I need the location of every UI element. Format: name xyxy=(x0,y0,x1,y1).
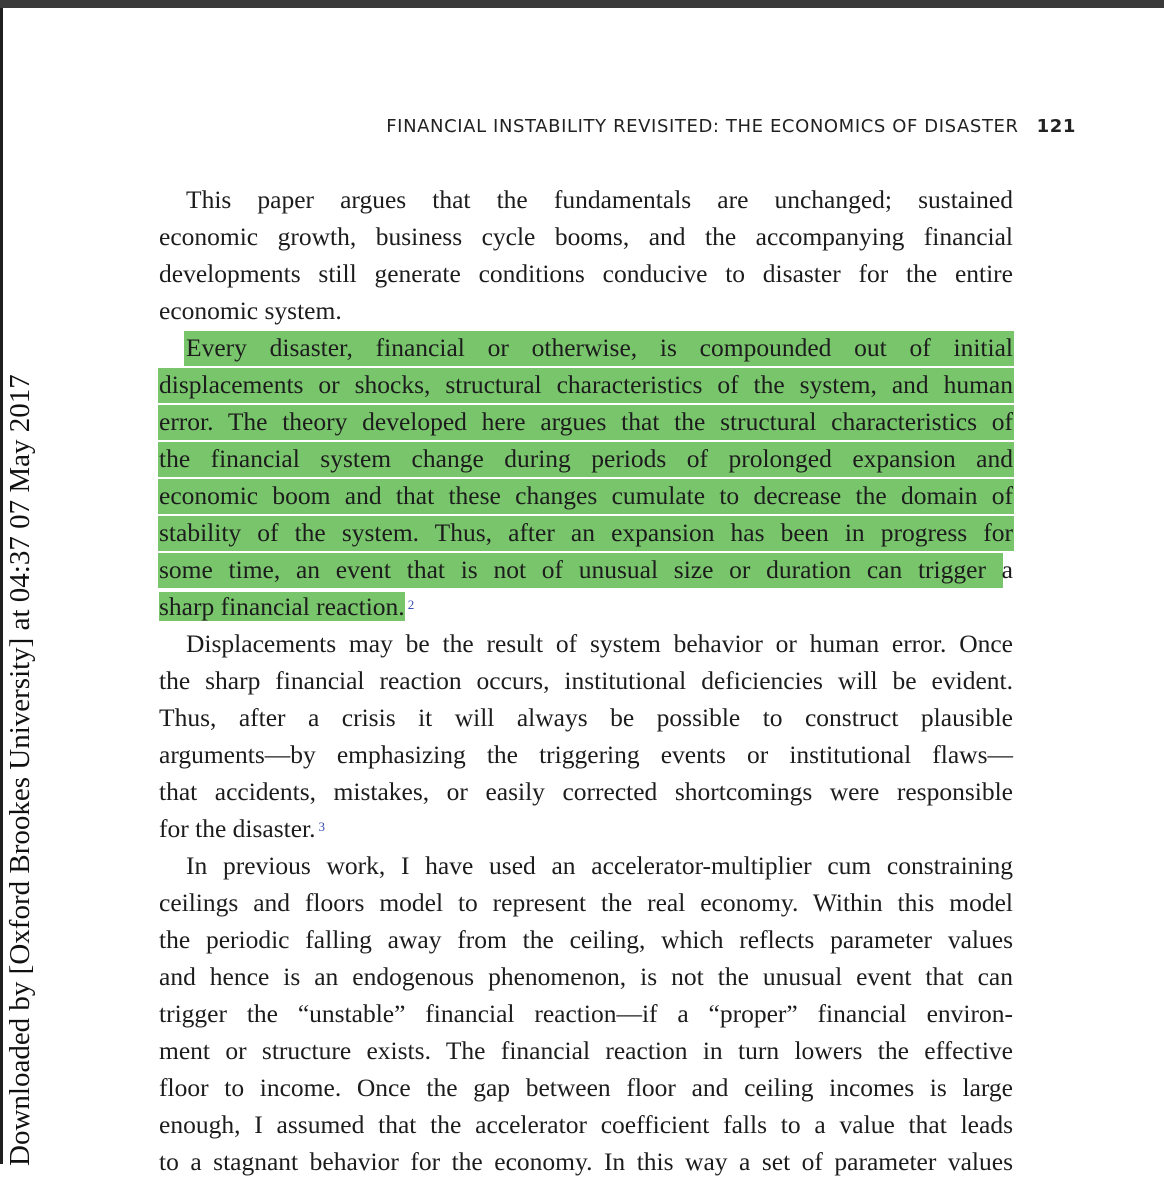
highlighted-line: displacements or shocks, structural characteristics of the system, and human xyxy=(159,366,1013,403)
text-line: enough, I assumed that the accelerator coefficient falls to a value that leads xyxy=(159,1110,1013,1139)
text-line: that accidents, mistakes, or easily corrected shortcomings were responsible xyxy=(159,777,1013,806)
text-line: economic growth, business cycle booms, and the accompanying financial xyxy=(159,222,1013,251)
page-number: 121 xyxy=(1036,116,1076,137)
highlighted-line: error. The theory developed here argues that the structural characteristics of xyxy=(159,403,1013,440)
text-line: and hence is an endogenous phenomenon, is not the unusual event that can xyxy=(159,962,1013,991)
footnote-ref-2[interactable]: 2 xyxy=(407,597,415,612)
page-body xyxy=(159,181,1013,1180)
running-title: FINANCIAL INSTABILITY REVISITED: THE ECONOMICS OF DISASTER xyxy=(386,116,1019,137)
paragraph-3 xyxy=(159,625,1013,847)
footnote-ref-3[interactable]: 3 xyxy=(318,819,325,834)
paragraph-1 xyxy=(159,181,1013,329)
highlighted-line: stability of the system. Thus, after an expansion has been in progress for xyxy=(159,514,1013,551)
highlighted-line-last xyxy=(159,588,1013,625)
text-line: ceilings and floors model to represent the real economy. Within this model xyxy=(159,888,1013,917)
text-line: floor to income. Once the gap between floor and ceiling incomes is large xyxy=(159,1073,1013,1102)
text-line-last xyxy=(159,810,1013,847)
highlighted-line: Every disaster, financial or otherwise, is compounded out of initial xyxy=(159,329,1013,366)
text-line: arguments—by emphasizing the triggering events or institutional flaws— xyxy=(159,740,1013,769)
text-line: economic system. xyxy=(159,296,342,325)
text-line: trigger the “unstable” financial reaction—if a “proper” financial environ- xyxy=(159,999,1013,1028)
text-line: In previous work, I have used an accelerator-multiplier cum constraining xyxy=(186,851,1013,880)
text-line: to a stagnant behavior for the economy. In this way a set of parameter values xyxy=(159,1147,1013,1176)
text-line: developments still generate conditions conducive to disaster for the entire xyxy=(159,259,1013,288)
highlighted-line: some time, an event that is not of unusual size or duration can trigger a xyxy=(159,551,1013,588)
highlighted-text: sharp financial reaction. xyxy=(159,592,405,621)
highlighted-line: economic boom and that these changes cumulate to decrease the domain of xyxy=(159,477,1013,514)
text-line: Thus, after a crisis it will always be possible to construct plausible xyxy=(159,703,1013,732)
text-line: the periodic falling away from the ceiling, which reflects parameter values xyxy=(159,925,1013,954)
text-line: the sharp financial reaction occurs, institutional deficiencies will be evident. xyxy=(159,666,1013,695)
text-fragment: for the disaster. xyxy=(159,814,316,843)
page-left-edge xyxy=(0,8,3,1164)
text-line: ment or structure exists. The financial reaction in turn lowers the effective xyxy=(159,1036,1013,1065)
text-line: Displacements may be the result of system behavior or human error. Once xyxy=(186,629,1013,658)
paragraph-4 xyxy=(159,847,1013,1180)
running-header xyxy=(300,116,1076,144)
highlighted-line: the financial system change during periods of prolonged expansion and xyxy=(159,440,1013,477)
window-top-border xyxy=(0,0,1164,8)
download-watermark: Downloaded by [Oxford Brookes University] at 04:37 07 May 2017 xyxy=(4,374,36,1166)
highlighted-paragraph-2[interactable] xyxy=(159,329,1013,625)
text-line: This paper argues that the fundamentals are unchanged; sustained xyxy=(186,185,1013,214)
